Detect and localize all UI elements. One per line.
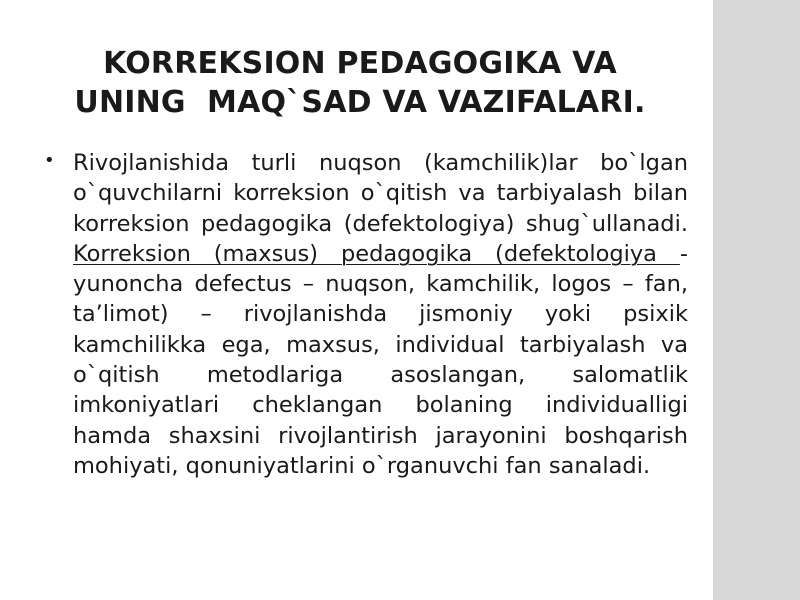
bullet-paragraph: [73, 148, 688, 481]
slide-title: [20, 44, 700, 122]
body-text-part-2: - yunoncha defectus – nuqson, kamchilik, logos – fan, ta’limot) – rivojlanishda jismoniy yoki psixik kamchilikka ega, maxsus, individual tarbiyalash va o`qitish metodlariga asoslangan, salomatlik imkoniyatlari cheklangan bolaning individualligi hamda shaxsini rivojlantirish jarayonini boshqarish mohiyati, qonuniyatlarini o`rganuvchi fan sanaladi.: [73, 240, 688, 479]
slide-title-line-1: KORREKSION PEDAGOGIKA VA: [103, 46, 617, 81]
body-text-part-1: Rivojlanishida turli nuqson (kamchilik)lar bo`lgan o`quvchilarni korreksion o`qitish va tarbiyalash bilan korreksion pedagogika (defektologiya) shug`ullanadi.: [73, 150, 688, 237]
slide-title-line-2: UNING MAQ`SAD VA VAZIFALARI.: [74, 85, 646, 120]
decorative-side-panel: [713, 0, 800, 600]
bullet-icon: •: [44, 150, 55, 171]
body-text-underlined: Korreksion (maxsus) pedagogika (defektologiya: [73, 240, 680, 267]
